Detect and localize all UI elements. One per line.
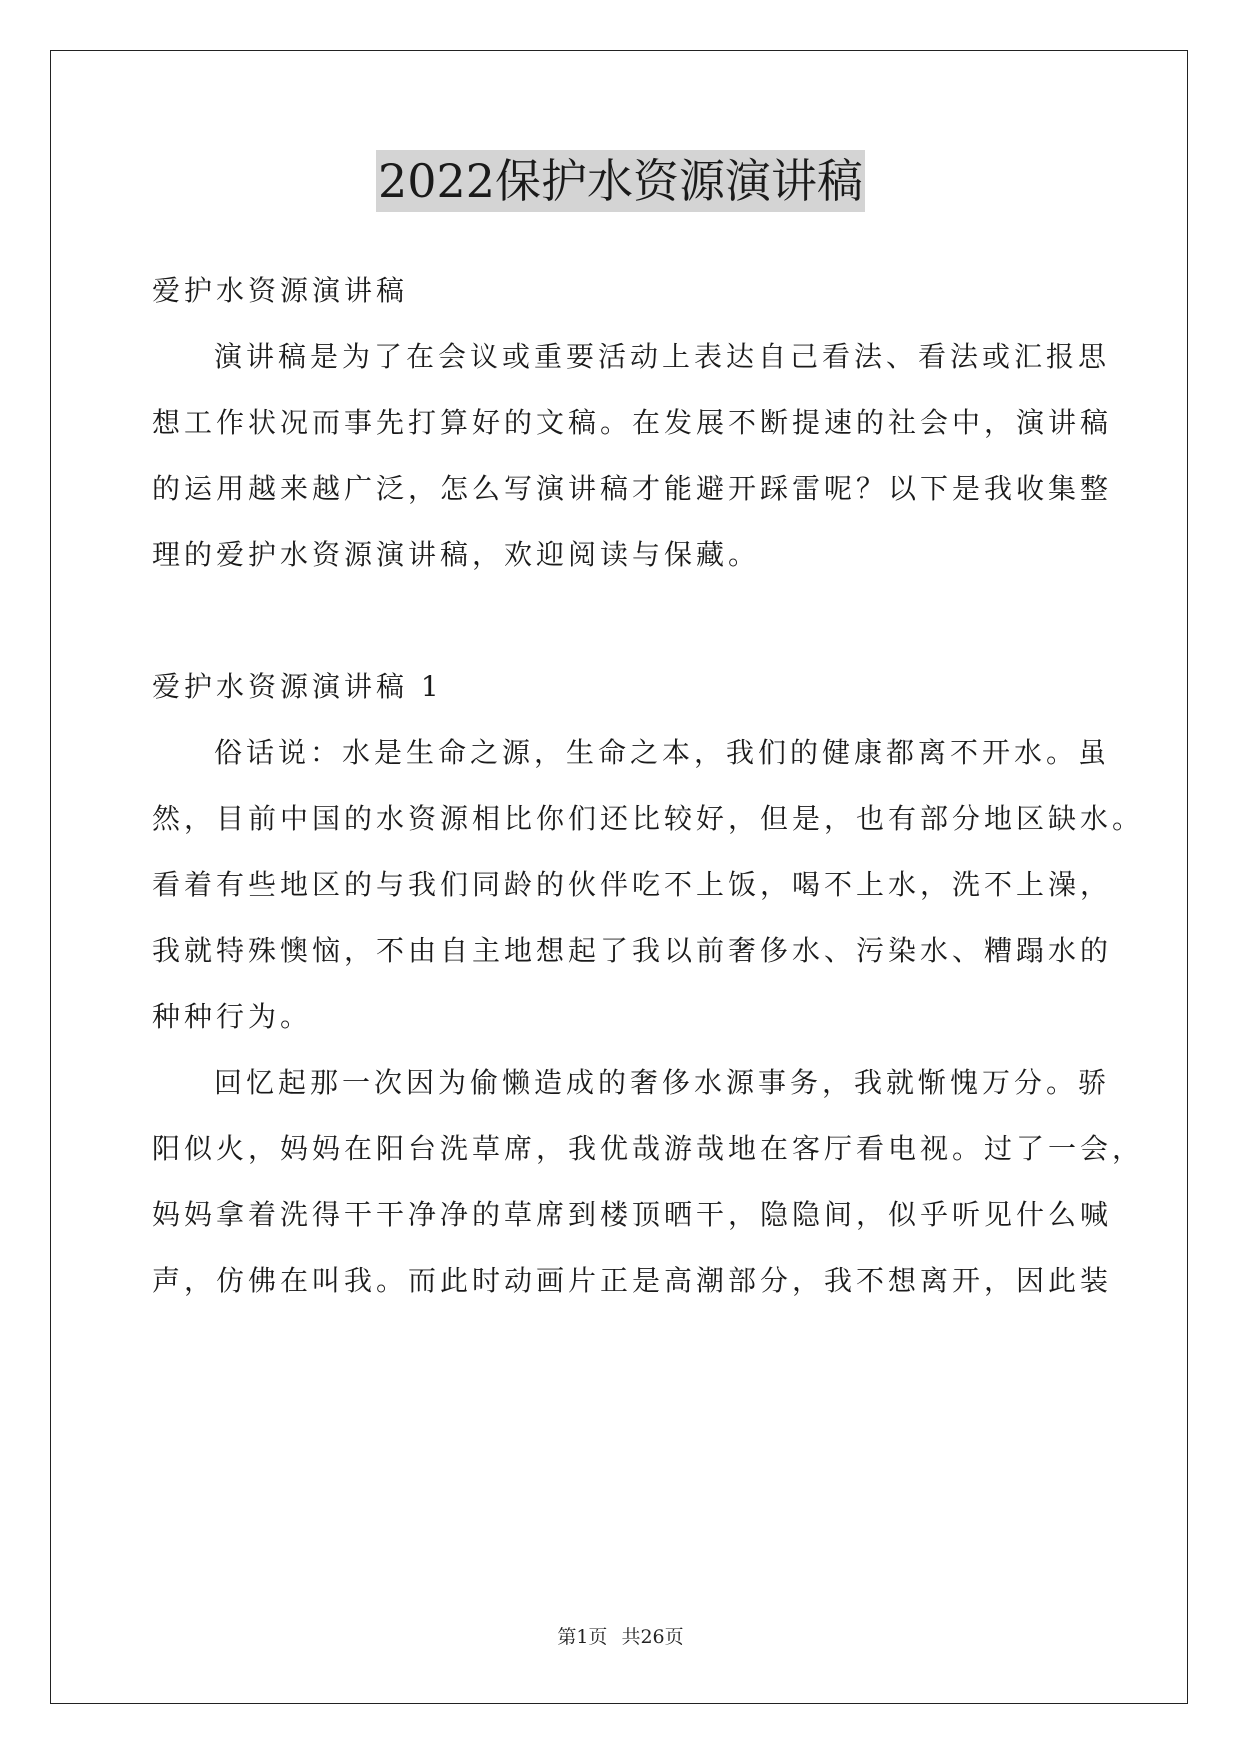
paragraph-line: 的运用越来越广泛，怎么写演讲稿才能避开踩雷呢？以下是我收集整: [152, 472, 1113, 505]
document-title: 2022保护水资源演讲稿: [376, 150, 865, 212]
paragraph-gap: [152, 588, 1088, 654]
paragraph-line: 然，目前中国的水资源相比你们还比较好，但是，也有部分地区缺水。: [152, 802, 1145, 835]
paragraph-line: 看着有些地区的与我们同龄的伙伴吃不上饭，喝不上水，洗不上澡，: [152, 868, 1113, 901]
paragraph-line: 理的爱护水资源演讲稿，欢迎阅读与保藏。: [152, 538, 761, 571]
paragraph-line: 回忆起那一次因为偷懒造成的奢侈水源事务，我就惭愧万分。骄: [214, 1066, 1111, 1099]
paragraph-line: 我就特殊懊恼，不由自主地想起了我以前奢侈水、污染水、糟蹋水的: [152, 934, 1113, 967]
paragraph-line: 演讲稿是为了在会议或重要活动上表达自己看法、看法或汇报思: [214, 340, 1111, 373]
paragraph-line: 种种行为。: [152, 1000, 313, 1033]
page-number: 第1页: [557, 1626, 608, 1648]
page-total: 共26页: [621, 1626, 684, 1648]
paragraph-line: 阳似火，妈妈在阳台洗草席，我优哉游哉地在客厅看电视。过了一会，: [152, 1132, 1145, 1165]
paragraph-line: 想工作状况而事先打算好的文稿。在发展不断提速的社会中，演讲稿: [152, 406, 1113, 439]
paragraph-line: 俗话说：水是生命之源，生命之本，我们的健康都离不开水。虽: [214, 736, 1111, 769]
title-container: [0, 150, 1241, 212]
document-body: [152, 258, 1145, 1314]
paragraph-line: 妈妈拿着洗得干干净净的草席到楼顶晒干，隐隐间，似乎听见什么喊: [152, 1198, 1113, 1231]
section-heading: 爱护水资源演讲稿 1: [152, 670, 443, 703]
paragraph-line: 声，仿佛在叫我。而此时动画片正是高潮部分，我不想离开，因此装: [152, 1264, 1113, 1297]
section-heading: 爱护水资源演讲稿: [152, 274, 409, 307]
page-footer: [0, 1622, 1241, 1649]
